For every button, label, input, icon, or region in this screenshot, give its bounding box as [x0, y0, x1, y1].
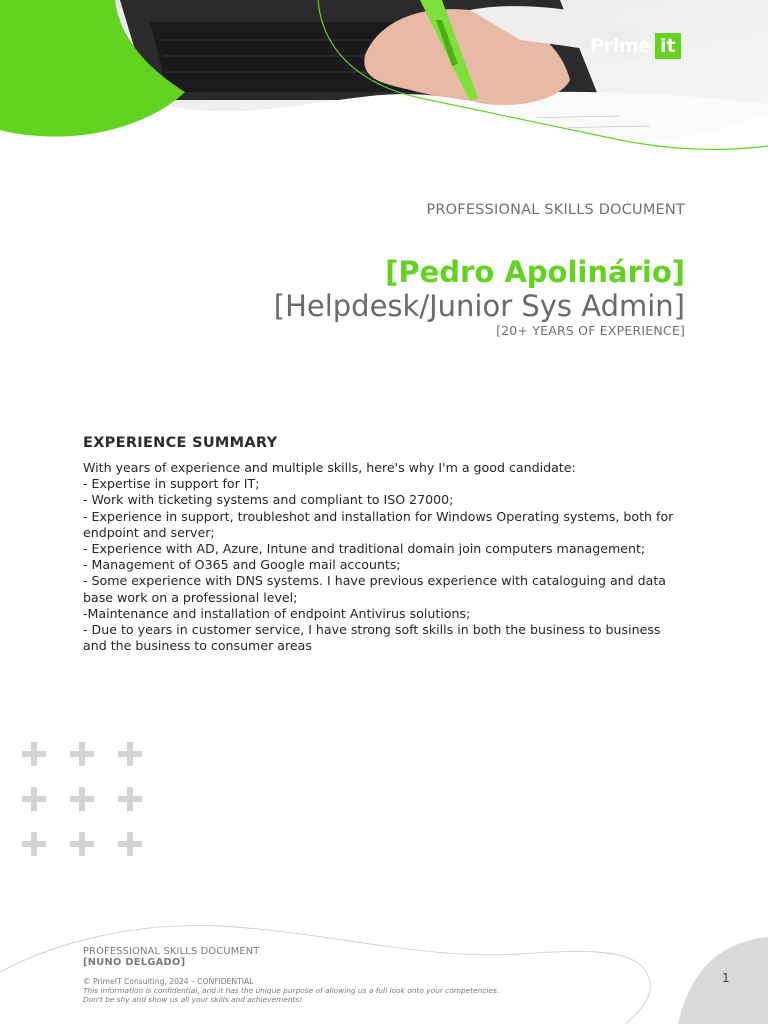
plus-icon [22, 787, 46, 811]
footer-document-type: PROFESSIONAL SKILLS DOCUMENT [83, 946, 260, 957]
experience-summary-text [83, 460, 688, 654]
plus-pattern-decoration [22, 742, 152, 862]
summary-line: - Work with ticketing systems and compliant to ISO 27000; [83, 492, 454, 508]
logo-prime-text: Prime [590, 35, 651, 57]
plus-icon [118, 742, 142, 766]
candidate-name: [Pedro Apolinário] [385, 255, 685, 289]
summary-line: -Maintenance and installation of endpoint Antivirus solutions; [83, 605, 471, 621]
experience-years: [20+ YEARS OF EXPERIENCE] [496, 323, 685, 338]
prime-it-logo [590, 33, 681, 59]
logo-it-badge: it [655, 33, 681, 59]
plus-icon [22, 832, 46, 856]
plus-icon [22, 742, 46, 766]
summary-line: - Experience in support, troubleshot and installation for Windows Operating systems, both for endpoint and server; [83, 508, 674, 540]
experience-summary-title: EXPERIENCE SUMMARY [83, 435, 278, 451]
candidate-role: [Helpdesk/Junior Sys Admin] [273, 289, 685, 323]
hero-image [0, 0, 768, 160]
footer-confidential-note: This information is confidential, and it has the unique purpose of allowing us a full look onto your competencies. Don't be shy and show us all your skills and achievements! [83, 986, 500, 1004]
footer-name: [NUNO DELGADO] [83, 957, 186, 968]
document-type-label: PROFESSIONAL SKILLS DOCUMENT [426, 202, 685, 218]
plus-icon [118, 832, 142, 856]
plus-icon [118, 787, 142, 811]
plus-icon [70, 742, 94, 766]
page-number: 1 [722, 971, 730, 985]
plus-icon [70, 787, 94, 811]
footer-copyright: © PrimeIT Consulting, 2024 – CONFIDENTIAL [83, 977, 254, 986]
summary-line: - Experience with AD, Azure, Intune and traditional domain join computers management; [83, 541, 646, 557]
summary-line: - Some experience with DNS systems. I have previous experience with cataloguing and data base work on a professional level; [83, 573, 667, 605]
plus-icon [70, 832, 94, 856]
summary-line: With years of experience and multiple skills, here's why I'm a good candidate: [83, 460, 576, 475]
summary-line: - Management of O365 and Google mail accounts; [83, 557, 401, 573]
summary-line: - Expertise in support for IT; [83, 476, 260, 492]
summary-line: - Due to years in customer service, I have strong soft skills in both the business to business and the business to consumer areas [83, 622, 661, 654]
